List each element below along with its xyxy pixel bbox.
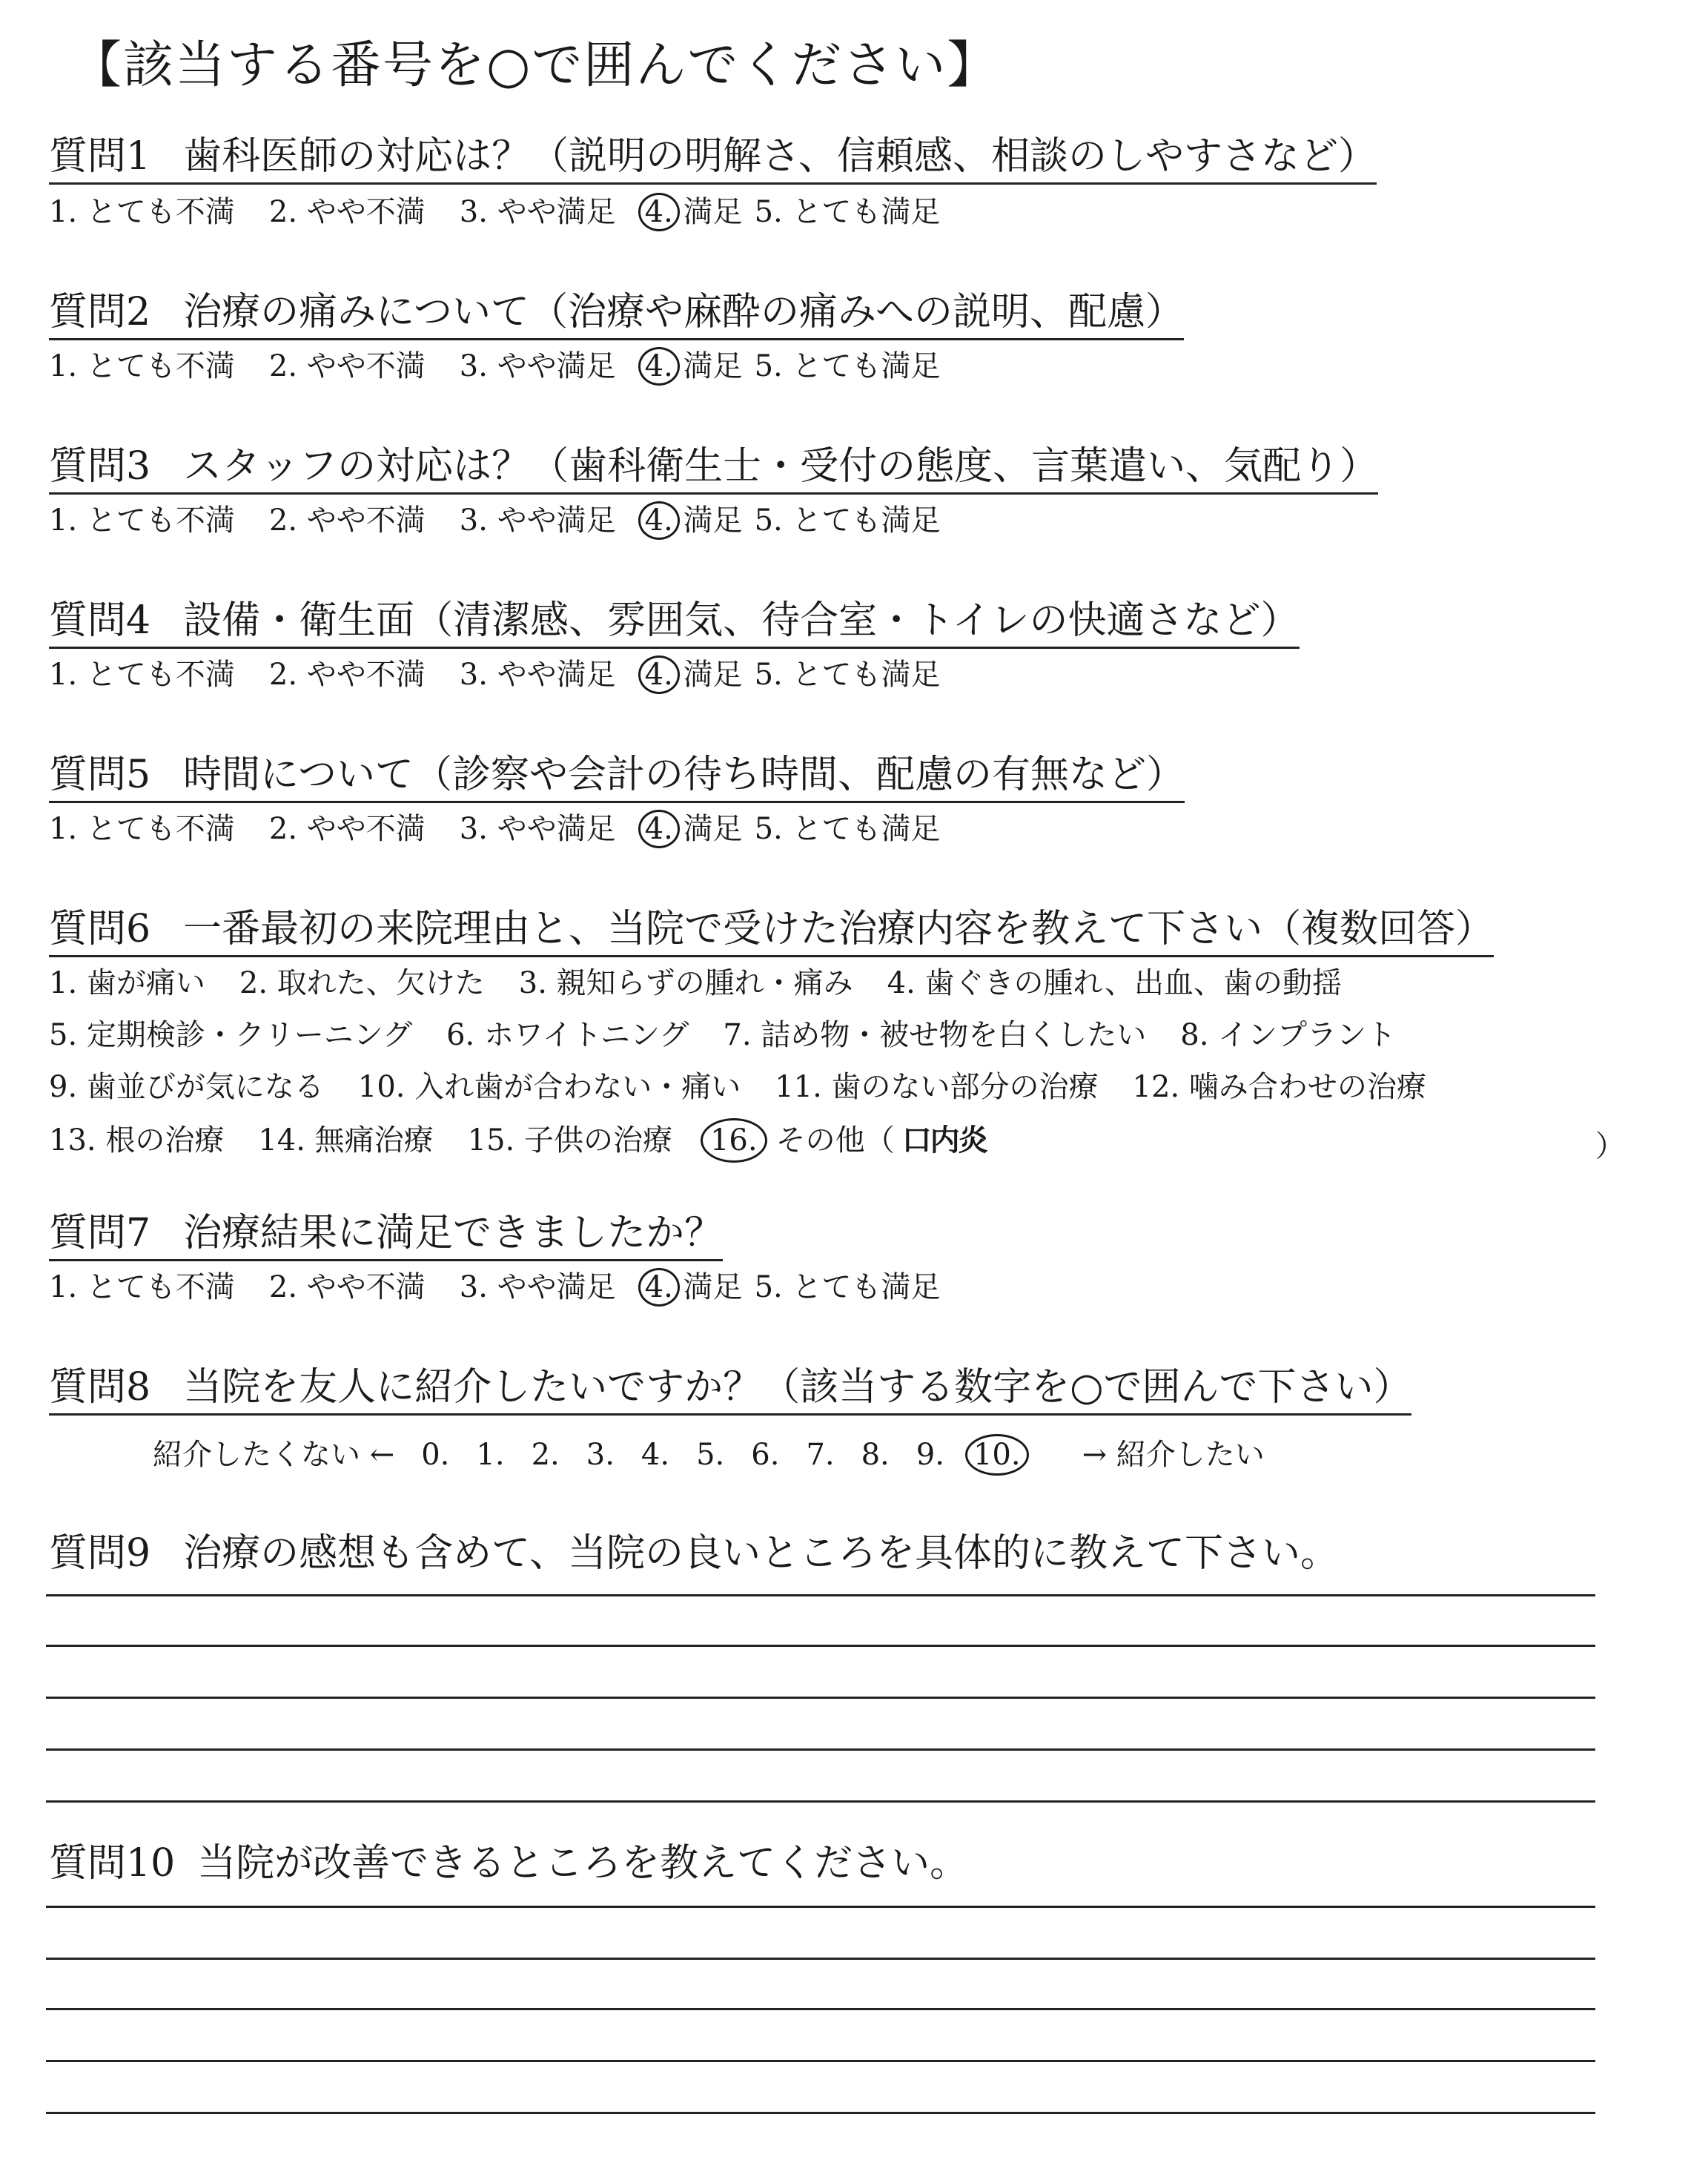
option-5[interactable]: 5. とても満足 bbox=[754, 812, 941, 846]
question-number: 質問6 bbox=[49, 907, 151, 951]
question-text: 当院を友人に紹介したいですか？（該当する数字を○で囲んで下さい） bbox=[183, 1365, 1412, 1410]
question-number: 質問4 bbox=[49, 598, 151, 643]
circle-mark: 10. bbox=[965, 1434, 1029, 1476]
option-4[interactable] bbox=[644, 349, 743, 384]
answer-line[interactable] bbox=[46, 1594, 1595, 1596]
q6-row-1 bbox=[49, 965, 1376, 1001]
question-7 bbox=[49, 1210, 723, 1261]
option-3[interactable]: 3. やや満足 bbox=[459, 1270, 616, 1304]
nps-3[interactable]: 3. bbox=[586, 1438, 615, 1472]
q6-option-14[interactable]: 14. 無痛治療 bbox=[258, 1123, 434, 1157]
question-text: 治療結果に満足できましたか？ bbox=[183, 1211, 724, 1255]
option-2[interactable]: 2. やや不満 bbox=[268, 349, 426, 383]
circle-mark: 4. bbox=[638, 347, 680, 386]
option-1[interactable]: 1. とても不満 bbox=[49, 349, 235, 383]
answer-row-1 bbox=[49, 194, 974, 230]
nps-6[interactable]: 6. bbox=[751, 1438, 780, 1472]
question-text: 治療の感想も含めて、当院の良いところを具体的に教えて下さい。 bbox=[183, 1531, 1340, 1576]
option-3[interactable]: 3. やや満足 bbox=[459, 503, 616, 538]
question-number: 質問10 bbox=[49, 1841, 176, 1886]
option-3[interactable]: 3. やや満足 bbox=[459, 349, 616, 383]
q6-option-12[interactable]: 12. 噛み合わせの治療 bbox=[1132, 1070, 1426, 1104]
option-4-label: 満足 bbox=[683, 812, 743, 846]
question-number: 質問9 bbox=[49, 1531, 151, 1576]
q6-option-11[interactable]: 11. 歯のない部分の治療 bbox=[775, 1070, 1099, 1104]
question-text: 治療の痛みについて（治療や麻酔の痛みへの説明、配慮） bbox=[183, 290, 1185, 334]
q6-option-2[interactable]: 2. 取れた、欠けた bbox=[239, 966, 485, 1000]
answer-line[interactable] bbox=[46, 1800, 1595, 1803]
option-5[interactable]: 5. とても満足 bbox=[754, 1270, 941, 1304]
option-3[interactable]: 3. やや満足 bbox=[459, 195, 616, 229]
answer-line[interactable] bbox=[46, 1748, 1595, 1751]
handwritten-other-answer[interactable]: 口内炎 bbox=[901, 1123, 987, 1157]
question-number: 質問1 bbox=[49, 134, 151, 179]
question-number: 質問5 bbox=[49, 753, 151, 797]
q6-option-7[interactable]: 7. 詰め物・被せ物を白くしたい bbox=[723, 1018, 1147, 1052]
option-1[interactable]: 1. とても不満 bbox=[49, 658, 235, 692]
answer-line[interactable] bbox=[46, 1645, 1595, 1647]
q6-option-1[interactable]: 1. 歯が痛い bbox=[49, 966, 205, 1000]
option-1[interactable]: 1. とても不満 bbox=[49, 195, 235, 229]
option-4-label: 満足 bbox=[683, 195, 743, 229]
question-5 bbox=[49, 752, 1185, 803]
answer-line[interactable] bbox=[46, 2008, 1595, 2010]
nps-4[interactable]: 4. bbox=[640, 1438, 670, 1472]
answer-line[interactable] bbox=[46, 2112, 1595, 2114]
q6-option-10[interactable]: 10. 入れ歯が合わない・痛い bbox=[357, 1070, 741, 1104]
answer-line[interactable] bbox=[46, 1958, 1595, 1960]
q6-row-2 bbox=[49, 1017, 1430, 1053]
question-8 bbox=[49, 1364, 1411, 1416]
other-close-paren: ） bbox=[1595, 1129, 1625, 1163]
question-number: 質問8 bbox=[49, 1365, 151, 1410]
answer-row-2 bbox=[49, 349, 974, 384]
answer-line[interactable] bbox=[46, 2060, 1595, 2062]
q6-option-13[interactable]: 13. 根の治療 bbox=[49, 1123, 225, 1157]
answer-row-4 bbox=[49, 657, 974, 693]
nps-10[interactable] bbox=[971, 1438, 1056, 1472]
question-text: スタッフの対応は？（歯科衛生士・受付の態度、言葉遣い、気配り） bbox=[183, 444, 1379, 489]
option-4[interactable] bbox=[644, 657, 743, 693]
answer-row-3 bbox=[49, 503, 974, 538]
option-4[interactable] bbox=[644, 1269, 743, 1305]
option-2[interactable]: 2. やや不満 bbox=[268, 1270, 426, 1304]
question-text: 歯科医師の対応は？（説明の明解さ、信頼感、相談のしやすさなど） bbox=[183, 134, 1377, 179]
nps-1[interactable]: 1. bbox=[476, 1438, 505, 1472]
nps-0[interactable]: 0. bbox=[421, 1438, 450, 1472]
option-2[interactable]: 2. やや不満 bbox=[268, 195, 426, 229]
q6-row-4 bbox=[49, 1123, 987, 1158]
q6-option-9[interactable]: 9. 歯並びが気になる bbox=[49, 1070, 324, 1104]
question-9 bbox=[49, 1530, 1339, 1579]
answer-row-7 bbox=[49, 1269, 974, 1305]
option-5[interactable]: 5. とても満足 bbox=[754, 658, 941, 692]
question-6 bbox=[49, 906, 1494, 957]
question-text: 一番最初の来院理由と、当院で受けた治療内容を教えて下さい（複数回答） bbox=[183, 907, 1494, 951]
nps-right-label: → 紹介したい bbox=[1082, 1438, 1265, 1472]
nps-7[interactable]: 7. bbox=[806, 1438, 835, 1472]
nps-5[interactable]: 5. bbox=[696, 1438, 725, 1472]
question-10 bbox=[49, 1840, 968, 1889]
q6-option-15[interactable]: 15. 子供の治療 bbox=[467, 1123, 672, 1157]
nps-2[interactable]: 2. bbox=[531, 1438, 560, 1472]
option-2[interactable]: 2. やや不満 bbox=[268, 658, 426, 692]
circle-mark: 4. bbox=[638, 501, 680, 540]
question-1 bbox=[49, 133, 1377, 185]
question-2 bbox=[49, 289, 1184, 340]
option-1[interactable]: 1. とても不満 bbox=[49, 503, 235, 538]
answer-line[interactable] bbox=[46, 1906, 1595, 1908]
question-text: 設備・衛生面（清潔感、雰囲気、待合室・トイレの快適さなど） bbox=[183, 598, 1300, 643]
question-number: 質問3 bbox=[49, 444, 151, 489]
option-2[interactable]: 2. やや不満 bbox=[268, 503, 426, 538]
q6-option-6[interactable]: 6. ホワイトニング bbox=[446, 1018, 689, 1052]
option-4[interactable] bbox=[644, 811, 743, 847]
circle-mark: 4. bbox=[638, 655, 680, 694]
option-5[interactable]: 5. とても満足 bbox=[754, 195, 941, 229]
nps-8[interactable]: 8. bbox=[861, 1438, 890, 1472]
option-4-label: 満足 bbox=[683, 349, 743, 383]
q6-option-5[interactable]: 5. 定期検診・クリーニング bbox=[49, 1018, 413, 1052]
circle-mark: 16. bbox=[701, 1118, 767, 1163]
circle-mark: 4. bbox=[638, 193, 680, 231]
option-4-label: 満足 bbox=[683, 658, 743, 692]
other-label: その他（ bbox=[775, 1123, 895, 1157]
question-number: 質問2 bbox=[49, 290, 151, 334]
option-4-label: 満足 bbox=[683, 1270, 743, 1304]
option-3[interactable]: 3. やや満足 bbox=[459, 658, 616, 692]
q6-option-16[interactable] bbox=[706, 1123, 761, 1158]
nps-scale bbox=[153, 1431, 1291, 1473]
option-3[interactable]: 3. やや満足 bbox=[459, 812, 616, 846]
q6-option-8[interactable]: 8. インプラント bbox=[1180, 1018, 1397, 1052]
circle-mark: 4. bbox=[638, 1268, 680, 1307]
option-5[interactable]: 5. とても満足 bbox=[754, 349, 941, 383]
option-1[interactable]: 1. とても不満 bbox=[49, 812, 235, 846]
q6-option-4[interactable]: 4. 歯ぐきの腫れ、出血、歯の動揺 bbox=[887, 966, 1342, 1000]
q6-row-3 bbox=[49, 1069, 1460, 1105]
option-4-label: 満足 bbox=[683, 503, 743, 538]
page-header: 【該当する番号を○で囲んでください】 bbox=[71, 36, 999, 95]
answer-line[interactable] bbox=[46, 1697, 1595, 1699]
circle-mark: 4. bbox=[638, 810, 680, 848]
question-number: 質問7 bbox=[49, 1211, 151, 1255]
question-4 bbox=[49, 598, 1300, 649]
q6-option-3[interactable]: 3. 親知らずの腫れ・痛み bbox=[518, 966, 853, 1000]
question-text: 当院が改善できるところを教えてください。 bbox=[197, 1841, 969, 1886]
question-text: 時間について（診察や会計の待ち時間、配慮の有無など） bbox=[183, 753, 1185, 797]
option-5[interactable]: 5. とても満足 bbox=[754, 503, 941, 538]
nps-9[interactable]: 9. bbox=[916, 1438, 944, 1472]
option-1[interactable]: 1. とても不満 bbox=[49, 1270, 235, 1304]
question-3 bbox=[49, 443, 1378, 495]
option-4[interactable] bbox=[644, 194, 743, 230]
nps-left-label: 紹介したくない ← bbox=[153, 1438, 395, 1472]
option-4[interactable] bbox=[644, 503, 743, 538]
answer-row-5 bbox=[49, 811, 974, 847]
option-2[interactable]: 2. やや不満 bbox=[268, 812, 426, 846]
